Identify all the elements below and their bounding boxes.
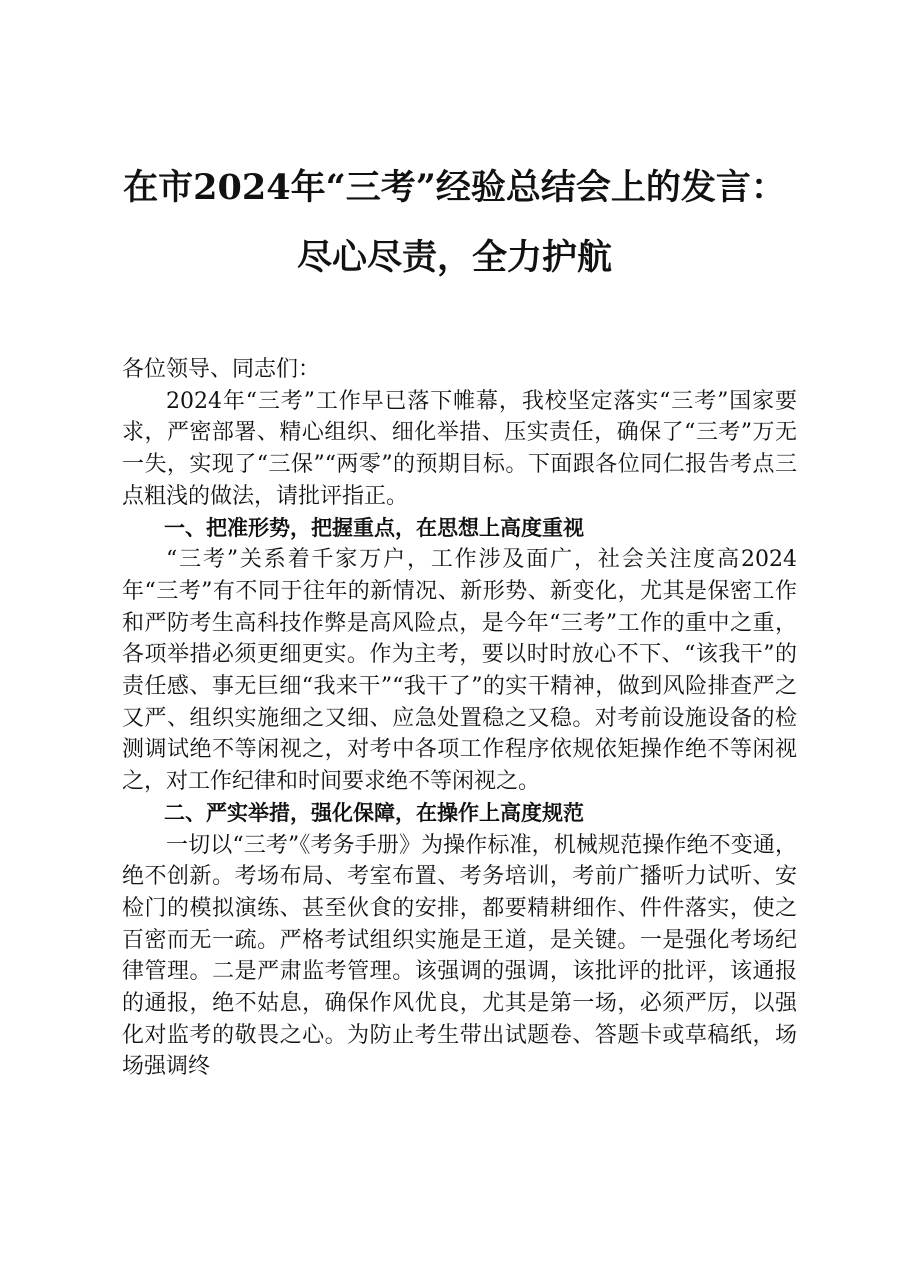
paragraph-section-1: “三考”关系着千家万户，工作涉及面广，社会关注度高2024年“三考”有不同于往年的新情况、新形势、新变化，尤其是保密工作和严防考生高科技作弊是高风险点，是今年“三考”工作的重中之重，各项举措必须更细更实。作为主考，要以时时放心不下、“该我干”的责任感、事无巨细“我来干”“我干了”的实干精神，做到风险排查严之又严、组织实施细之又细、应急处置稳之又稳。对考前设施设备的检测调试绝不等闲视之，对考中各项工作程序依规依矩操作绝不等闲视之，对工作纪律和时间要求绝不等闲视之。 <box>122 547 797 795</box>
section-heading-2: 二、严实举措，强化保障，在操作上高度规范 <box>164 800 584 825</box>
paragraph-section-2: 一切以“三考”《考务手册》为操作标准，机械规范操作绝不变通，绝不创新。考场布局、考室布置、考务培训，考前广播听力试听、安检门的模拟演练、甚至伙食的安排，都要精耕细作、件件落实，使之百密而无一疏。严格考试组织实施是王道，是关键。一是强化考场纪律管理。二是严肃监考管理。该强调的强调，该批评的批评，该通报的通报，绝不姑息，确保作风优良，尤其是第一场，必须严厉，以强化对监考的敬畏之心。为防止考生带出试题卷、答题卡或草稿纸，场场强调终 <box>122 832 797 1080</box>
paragraph-intro: 2024年“三考”工作早已落下帷幕，我校坚定落实“三考”国家要求，严密部署、精心组织、细化举措、压实责任，确保了“三考”万无一失，实现了“三保”“两零”的预期目标。下面跟各位同仁报告考点三点粗浅的做法，请批评指正。 <box>122 388 797 509</box>
section-heading-1: 一、把准形势，把握重点，在思想上高度重视 <box>164 515 584 540</box>
document-body <box>122 354 797 1083</box>
document-title-line-1: 在市2024年“三考”经验总结会上的发言： <box>123 167 786 208</box>
greeting: 各位领导、同志们： <box>122 357 321 382</box>
document-title-line-2: 尽心尽责，全力护航 <box>296 237 612 278</box>
